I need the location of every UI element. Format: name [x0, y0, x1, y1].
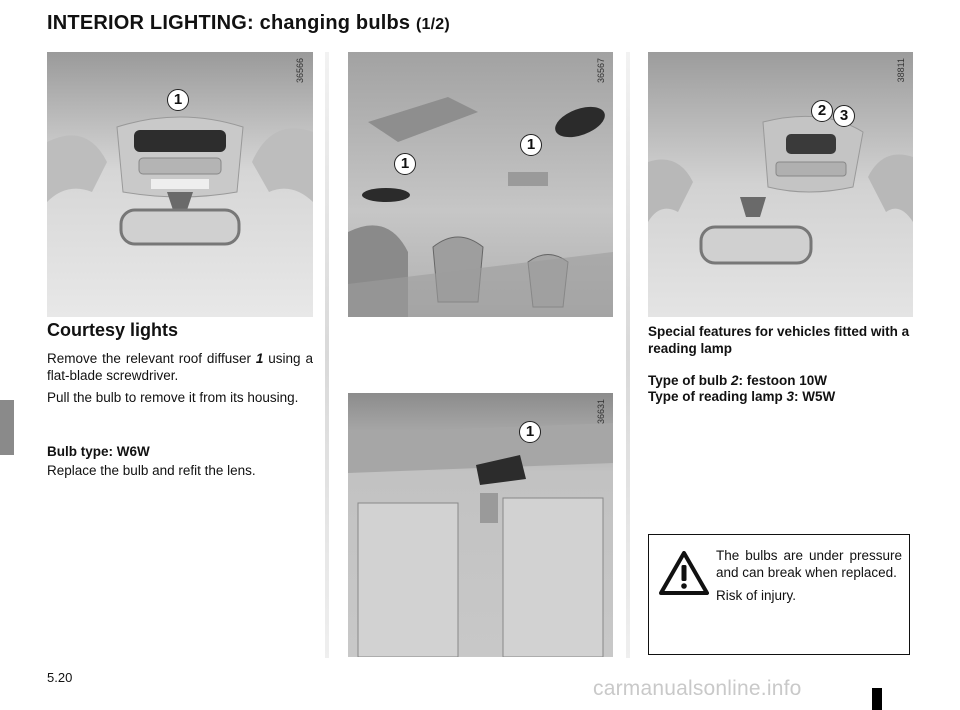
page-number: 5.20 [47, 670, 73, 685]
figure-ref: 36567 [596, 58, 606, 84]
reading-lamp-type: Type of reading lamp 3: W5W [648, 389, 836, 404]
instruction-refit: Replace the bulb and refit the lens. [47, 463, 256, 478]
special-heading: Special features for vehicles fitted with a reading lamp [648, 324, 910, 356]
chapter-tab [0, 400, 14, 455]
title-part: (1/2) [416, 16, 450, 33]
page-title: INTERIOR LIGHTING: changing bulbs (1/2) [47, 12, 450, 34]
figure-reading-lamp [648, 52, 913, 317]
warning-box [648, 534, 910, 655]
callout-1: 1 [519, 421, 541, 443]
figure-load-area [348, 393, 613, 657]
bulb-type: Bulb type: W6W [47, 444, 150, 459]
callout-2: 2 [811, 100, 833, 122]
warning-triangle-icon [659, 551, 709, 595]
instruction-diffuser: Remove the relevant roof diffuser 1 using a flat-blade screwdriver. [47, 351, 313, 383]
instruction-pull-bulb: Pull the bulb to remove it from its housing. [47, 390, 299, 405]
figure-cabin-roof [348, 52, 613, 317]
callout-1: 1 [520, 134, 542, 156]
corner-marker [872, 688, 882, 710]
column-divider [626, 52, 630, 658]
callout-3: 3 [833, 105, 855, 127]
figure-ref: 38811 [896, 58, 906, 83]
callout-1: 1 [167, 89, 189, 111]
figure-ref: 36631 [596, 399, 606, 425]
figure-courtesy-light [47, 52, 313, 317]
figure-ref: 36566 [295, 58, 305, 84]
warning-text: The bulbs are under pressure and can break when replaced. Risk of injury. [716, 548, 902, 603]
column-divider [325, 52, 329, 658]
callout-1: 1 [394, 153, 416, 175]
section-heading: Courtesy lights [47, 320, 179, 340]
bulb-type-festoon: Type of bulb 2: festoon 10W [648, 373, 828, 388]
watermark: carmanualsonline.info [593, 677, 802, 700]
